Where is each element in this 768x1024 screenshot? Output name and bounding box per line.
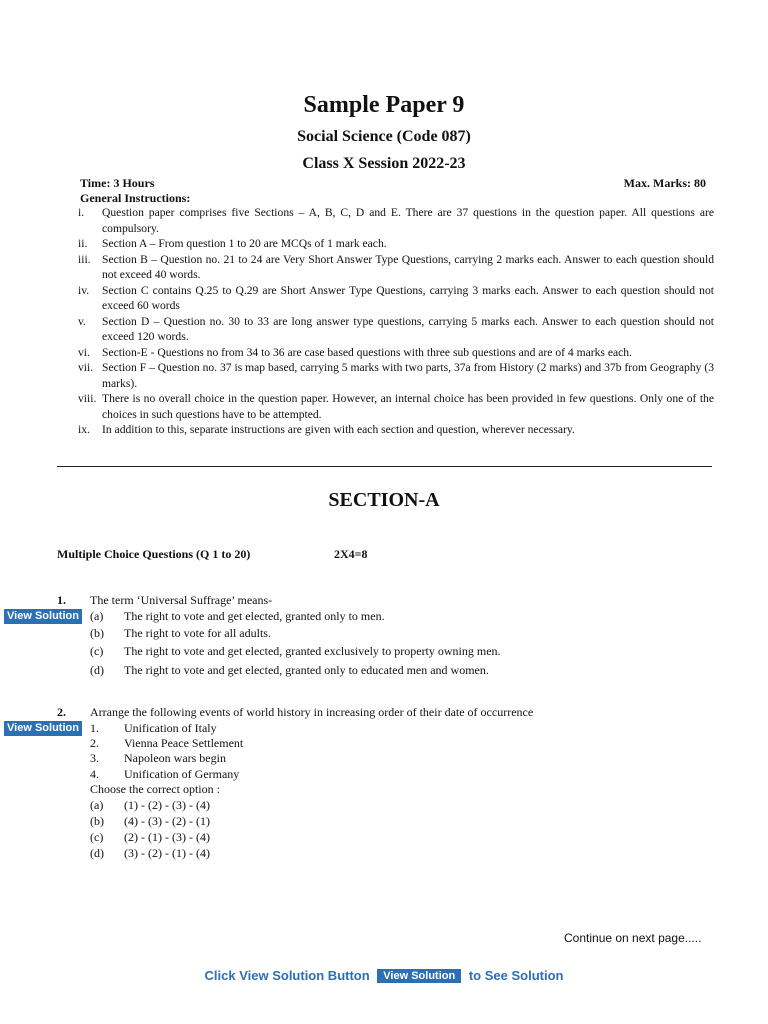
footer-text-before: Click View Solution Button xyxy=(204,968,370,983)
footer-banner xyxy=(0,968,768,983)
instruction-text: Question paper comprises five Sections – A, B, C, D and E. There are 37 questions in the question paper. All questions are compulsory. xyxy=(102,206,714,235)
max-marks-label: Max. Marks: 80 xyxy=(623,176,706,190)
event-item: 3. Napoleon wars begin xyxy=(90,751,226,765)
continue-note: Continue on next page..... xyxy=(564,931,702,945)
instruction-number: vii. xyxy=(78,361,94,374)
event-item: 2. Vienna Peace Settlement xyxy=(90,736,244,750)
question-number: 2. xyxy=(57,705,66,719)
time-label: Time: 3 Hours xyxy=(80,176,155,190)
instruction-item xyxy=(78,391,714,422)
choose-prompt: Choose the correct option : xyxy=(90,782,220,796)
instruction-number: iii. xyxy=(78,252,91,266)
instruction-item xyxy=(78,283,714,314)
option-d: (d) The right to vote and get elected, granted only to educated men and women. xyxy=(90,663,489,677)
instruction-text: There is no overall choice in the question paper. However, an internal choice has been provided in few questions. Only one of the choices in such questions have to be attempted. xyxy=(102,392,714,421)
question-text: The term ‘Universal Suffrage’ means- xyxy=(90,593,273,607)
instruction-number: ii. xyxy=(78,237,88,250)
mcq-marks: 2X4=8 xyxy=(334,547,368,561)
instruction-item xyxy=(78,345,714,361)
divider xyxy=(57,466,712,467)
option-c: (c) (2) - (1) - (3) - (4) xyxy=(90,830,210,844)
view-solution-button-q1[interactable]: View Solution xyxy=(4,609,82,624)
footer-view-solution-button[interactable]: View Solution xyxy=(377,969,461,983)
page-title: Sample Paper 9 xyxy=(303,92,465,118)
instruction-number: viii. xyxy=(78,392,97,405)
footer-text-after: to See Solution xyxy=(468,968,564,983)
instruction-text: Section A – From question 1 to 20 are MCQs of 1 mark each. xyxy=(102,237,387,250)
instruction-number: i. xyxy=(78,206,85,219)
option-a: (a) The right to vote and get elected, granted only to men. xyxy=(90,609,385,623)
instruction-item xyxy=(78,422,714,438)
class-session-line: Class X Session 2022-23 xyxy=(302,155,466,172)
instruction-item xyxy=(78,205,714,236)
question-number: 1. xyxy=(57,593,66,607)
subject-line: Social Science (Code 087) xyxy=(297,128,471,145)
instruction-number: vi. xyxy=(78,345,90,359)
instruction-item xyxy=(78,360,714,391)
instruction-item xyxy=(78,236,714,252)
general-instructions-title: General Instructions: xyxy=(80,191,191,205)
instruction-number: ix. xyxy=(78,423,90,436)
option-b: (b) (4) - (3) - (2) - (1) xyxy=(90,814,210,828)
instruction-number: v. xyxy=(78,314,86,328)
option-b: (b) The right to vote for all adults. xyxy=(90,626,271,640)
instruction-text: Section F – Question no. 37 is map based, carrying 5 marks with two parts, 37a from History (2 marks) and 37b from Geography (3 marks). xyxy=(102,361,714,390)
option-a: (a) (1) - (2) - (3) - (4) xyxy=(90,798,210,812)
instruction-text: Section D – Question no. 30 to 33 are long answer type questions, carrying 5 marks each. Answer to each question should not exceed 120 words. xyxy=(102,314,714,343)
section-title: SECTION-A xyxy=(328,489,440,511)
instruction-text: Section C contains Q.25 to Q.29 are Short Answer Type Questions, carrying 3 marks each. Answer to each question should not exceed 60 words xyxy=(102,283,714,312)
event-item: 4. Unification of Germany xyxy=(90,767,240,781)
instruction-item xyxy=(78,314,714,345)
option-c: (c) The right to vote and get elected, granted exclusively to property owning men. xyxy=(90,644,501,658)
instructions-list xyxy=(78,205,714,438)
mcq-heading: Multiple Choice Questions (Q 1 to 20) xyxy=(57,547,251,561)
instruction-text: In addition to this, separate instructions are given with each section and question, wherever necessary. xyxy=(102,423,575,436)
question-text: Arrange the following events of world history in increasing order of their date of occurrence xyxy=(90,705,534,719)
instruction-text: Section B – Question no. 21 to 24 are Very Short Answer Type Questions, carrying 2 marks each. Answer to each question should not exceed 40 words. xyxy=(102,252,714,281)
instruction-item xyxy=(78,252,714,283)
event-item: 1. Unification of Italy xyxy=(90,721,217,735)
instruction-text: Section-E - Questions no from 34 to 36 are case based questions with three sub questions and are of 4 marks each. xyxy=(102,345,632,359)
option-d: (d) (3) - (2) - (1) - (4) xyxy=(90,846,210,860)
instruction-number: iv. xyxy=(78,283,90,297)
view-solution-button-q2[interactable]: View Solution xyxy=(4,721,82,736)
